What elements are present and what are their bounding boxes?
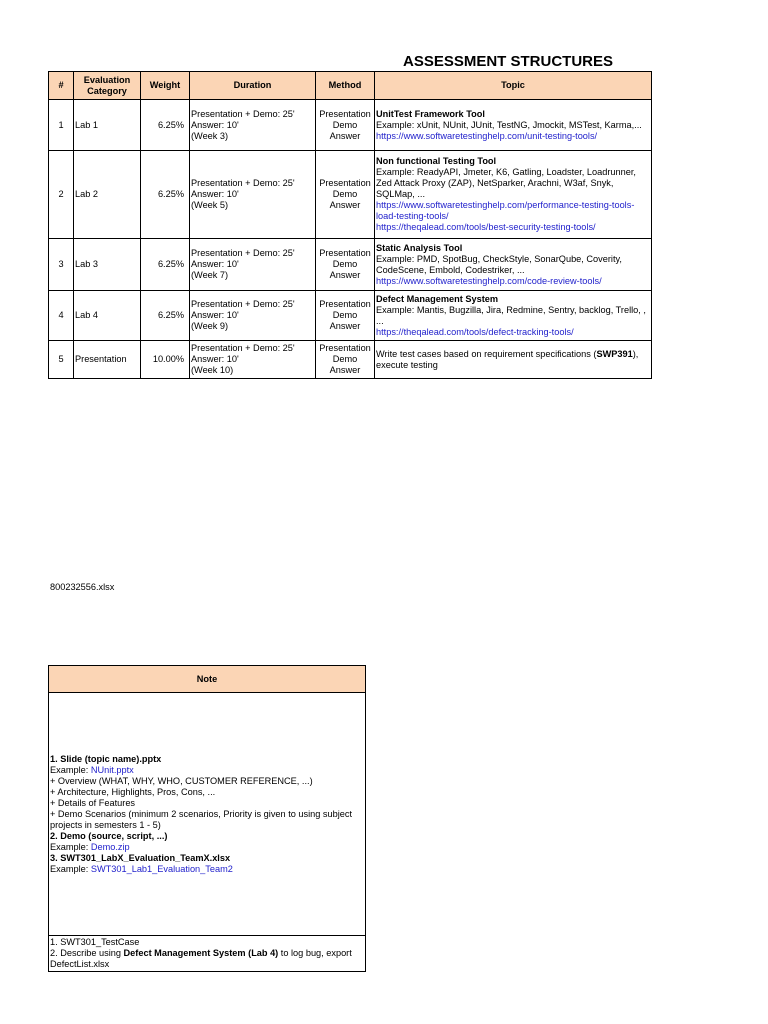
note-footer-line1: 1. SWT301_TestCase bbox=[50, 937, 140, 947]
duration-line: Answer: 10' bbox=[191, 354, 239, 364]
topic-title: Static Analysis Tool bbox=[376, 242, 463, 253]
row-weight: 6.25% bbox=[141, 239, 190, 291]
row-duration bbox=[190, 291, 316, 341]
nunit-pptx-link[interactable]: NUnit.pptx bbox=[90, 764, 134, 775]
topic-text-pre: Write test cases based on requirement specifications ( bbox=[376, 348, 597, 359]
duration-line: Presentation + Demo: 25' bbox=[191, 343, 295, 353]
table-row bbox=[49, 239, 652, 291]
duration-line: Answer: 10' bbox=[191, 310, 239, 320]
note-header: Note bbox=[49, 666, 366, 693]
method-line: Presentation bbox=[319, 178, 371, 188]
row-duration bbox=[190, 341, 316, 379]
duration-line: Presentation + Demo: 25' bbox=[191, 178, 295, 188]
footer-text-post: to log bug, export DefectList.xlsx bbox=[50, 948, 352, 969]
row-category: Lab 2 bbox=[74, 151, 141, 239]
topic-link[interactable]: https://www.softwaretestinghelp.com/unit-testing-tools/ bbox=[376, 130, 598, 141]
row-num: 3 bbox=[49, 239, 74, 291]
topic-example: Example: ReadyAPI, Jmeter, K6, Gatling, Loadster, Loadrunner, Zed Attack Proxy (ZAP), NetSparker, Arachni, W3af, Snyk, SQLMap, ... bbox=[376, 167, 636, 199]
topic-example: Example: Mantis, Bugzilla, Jira, Redmine, Sentry, backlog, Trello, , ... bbox=[376, 304, 646, 326]
note-table bbox=[48, 665, 366, 972]
duration-line: (Week 7) bbox=[191, 270, 229, 280]
duration-line: Answer: 10' bbox=[191, 189, 239, 199]
assessment-table bbox=[48, 71, 652, 379]
duration-line: (Week 10) bbox=[191, 365, 234, 375]
row-topic bbox=[375, 341, 652, 379]
topic-link[interactable]: https://www.softwaretestinghelp.com/performance-testing-tools-load-testing-tools/ bbox=[376, 200, 635, 221]
row-method bbox=[316, 341, 375, 379]
col-header-method: Method bbox=[316, 72, 375, 100]
method-line: Demo bbox=[332, 354, 358, 364]
duration-line: (Week 5) bbox=[191, 200, 229, 210]
method-line: Presentation bbox=[319, 299, 371, 309]
row-duration bbox=[190, 100, 316, 151]
duration-line: (Week 9) bbox=[191, 321, 229, 331]
note-body bbox=[49, 693, 366, 936]
duration-line: Presentation + Demo: 25' bbox=[191, 299, 295, 309]
topic-link[interactable]: https://theqalead.com/tools/defect-tracking-tools/ bbox=[376, 326, 574, 337]
example-label: Example: bbox=[50, 764, 91, 775]
evaluation-file-link[interactable]: SWT301_Lab1_Evaluation_Team2 bbox=[90, 863, 233, 874]
duration-line: Answer: 10' bbox=[191, 259, 239, 269]
method-line: Answer bbox=[329, 270, 361, 280]
topic-title: UnitTest Framework Tool bbox=[376, 108, 485, 119]
method-line: Presentation bbox=[319, 343, 371, 353]
note-footer-line2 bbox=[50, 948, 364, 970]
note-item1-line: + Details of Features bbox=[50, 797, 136, 808]
footer-text-pre: 2. Describe using bbox=[50, 948, 124, 958]
duration-line: (Week 3) bbox=[191, 130, 229, 141]
file-name: 800232556.xlsx bbox=[50, 582, 115, 592]
note-footer-row bbox=[49, 936, 366, 972]
table-row bbox=[49, 291, 652, 341]
duration-line: Presentation + Demo: 25' bbox=[191, 248, 295, 258]
duration-line: Answer: 10' bbox=[191, 119, 239, 130]
note-item3-title: 3. SWT301_LabX_Evaluation_TeamX.xlsx bbox=[50, 852, 231, 863]
topic-example: Example: xUnit, NUnit, JUnit, TestNG, Jmockit, MSTest, Karma,... bbox=[376, 119, 642, 130]
method-line: Answer bbox=[329, 200, 361, 210]
method-line: Answer bbox=[329, 365, 361, 375]
topic-text-post: ), execute testing bbox=[376, 348, 639, 370]
topic-title: Non functional Testing Tool bbox=[376, 156, 497, 166]
row-weight: 10.00% bbox=[141, 341, 190, 379]
duration-line: Presentation + Demo: 25' bbox=[191, 108, 295, 119]
note-body-row bbox=[49, 693, 366, 936]
topic-title: Defect Management System bbox=[376, 293, 499, 304]
topic-link[interactable]: https://www.softwaretestinghelp.com/code-review-tools/ bbox=[376, 275, 602, 286]
row-topic bbox=[375, 151, 652, 239]
note-item2-example bbox=[50, 842, 364, 853]
example-label: Example: bbox=[50, 841, 91, 852]
topic-example: Example: PMD, SpotBug, CheckStyle, SonarQube, Coverity, CodeScene, Embold, Codestriker, ... bbox=[376, 253, 622, 275]
col-header-category: Evaluation Category bbox=[74, 72, 141, 100]
method-line: Answer bbox=[329, 130, 361, 141]
method-line: Demo bbox=[332, 310, 358, 320]
example-label: Example: bbox=[50, 863, 91, 874]
note-item3-example bbox=[50, 864, 364, 875]
note-item1-line: + Overview (WHAT, WHY, WHO, CUSTOMER REFERENCE, ...) bbox=[50, 775, 313, 786]
row-weight: 6.25% bbox=[141, 100, 190, 151]
row-category: Lab 1 bbox=[74, 100, 141, 151]
col-header-topic: Topic bbox=[375, 72, 652, 100]
table-row bbox=[49, 100, 652, 151]
row-topic bbox=[375, 291, 652, 341]
col-header-weight: Weight bbox=[141, 72, 190, 100]
row-method bbox=[316, 239, 375, 291]
row-num: 4 bbox=[49, 291, 74, 341]
row-method bbox=[316, 100, 375, 151]
col-header-num: # bbox=[49, 72, 74, 100]
row-topic bbox=[375, 100, 652, 151]
row-duration bbox=[190, 151, 316, 239]
footer-text-bold: Defect Management System (Lab 4) bbox=[123, 948, 279, 958]
note-header-row bbox=[49, 666, 366, 693]
demo-zip-link[interactable]: Demo.zip bbox=[90, 841, 130, 852]
method-line: Presentation bbox=[319, 248, 371, 258]
method-line: Demo bbox=[332, 189, 358, 199]
row-category: Lab 4 bbox=[74, 291, 141, 341]
row-duration bbox=[190, 239, 316, 291]
page-title: ASSESSMENT STRUCTURES bbox=[402, 53, 614, 70]
table-row bbox=[49, 341, 652, 379]
method-line: Demo bbox=[332, 259, 358, 269]
col-header-duration: Duration bbox=[190, 72, 316, 100]
row-num: 1 bbox=[49, 100, 74, 151]
method-line: Demo bbox=[332, 119, 358, 130]
row-weight: 6.25% bbox=[141, 291, 190, 341]
row-method bbox=[316, 291, 375, 341]
row-category: Presentation bbox=[74, 341, 141, 379]
row-num: 2 bbox=[49, 151, 74, 239]
row-topic bbox=[375, 239, 652, 291]
row-category: Lab 3 bbox=[74, 239, 141, 291]
row-method bbox=[316, 151, 375, 239]
row-weight: 6.25% bbox=[141, 151, 190, 239]
note-item1-example bbox=[50, 765, 364, 776]
topic-text-bold: SWP391 bbox=[596, 348, 633, 359]
note-footer bbox=[49, 936, 366, 972]
note-item1-line: + Demo Scenarios (minimum 2 scenarios, Priority is given to using subject projects in semesters 1 - 5) bbox=[50, 808, 353, 830]
row-num: 5 bbox=[49, 341, 74, 379]
topic-link[interactable]: https://theqalead.com/tools/best-security-testing-tools/ bbox=[376, 222, 596, 232]
method-line: Presentation bbox=[319, 108, 371, 119]
note-item1-line: + Architecture, Highlights, Pros, Cons, ... bbox=[50, 786, 216, 797]
method-line: Answer bbox=[329, 321, 361, 331]
note-item1-title: 1. Slide (topic name).pptx bbox=[50, 753, 162, 764]
table-row bbox=[49, 151, 652, 239]
note-item2-title: 2. Demo (source, script, ...) bbox=[50, 830, 168, 841]
table-header-row bbox=[49, 72, 652, 100]
